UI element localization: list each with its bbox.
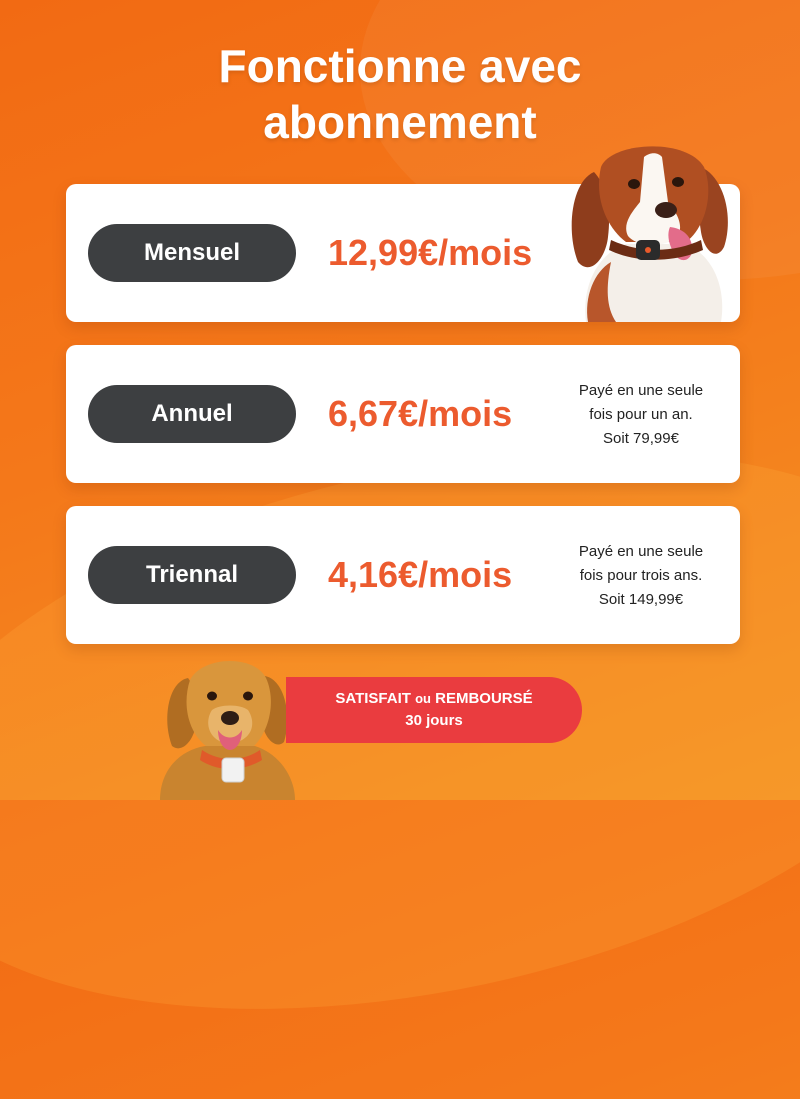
plan-note-triennial-line-3: Soit 149,99€ [598,591,684,608]
plan-note-annual-line-3: Soit 79,99€ [603,430,679,447]
plan-note-annual-line-1: Payé en une seule [578,382,704,399]
badge-refunded: REMBOURSÉ [435,690,533,707]
badge-duration: 30 jours [405,712,463,729]
plan-label-monthly: Mensuel [88,224,296,282]
title-line-2: abonnement [263,96,537,148]
plan-note-annual-line-2: fois pour un an. [589,406,693,423]
plan-note-annual [541,379,741,451]
golden-retriever-image [150,650,300,800]
plan-note-triennial [541,540,741,612]
badge-satisfied: SATISFAIT [335,690,411,707]
plan-label-triennial: Triennal [88,546,296,604]
plan-card-triennial[interactable] [66,506,740,644]
plan-note-triennial-line-2: fois pour trois ans. [579,567,703,584]
plan-price-annual: 6,67€/mois [328,393,513,434]
plan-label-annual: Annuel [88,385,296,443]
plan-price-triennial: 4,16€/mois [328,554,513,595]
money-back-badge [286,677,582,743]
spaniel-dog-image [566,132,736,322]
badge-or: ou [415,691,431,706]
plan-card-annual[interactable] [66,345,740,483]
plan-note-triennial-line-1: Payé en une seule [578,543,704,560]
title-line-1: Fonctionne avec [218,40,582,92]
plan-price-monthly: 12,99€/mois [328,232,533,273]
badge-line-1 [286,688,582,710]
